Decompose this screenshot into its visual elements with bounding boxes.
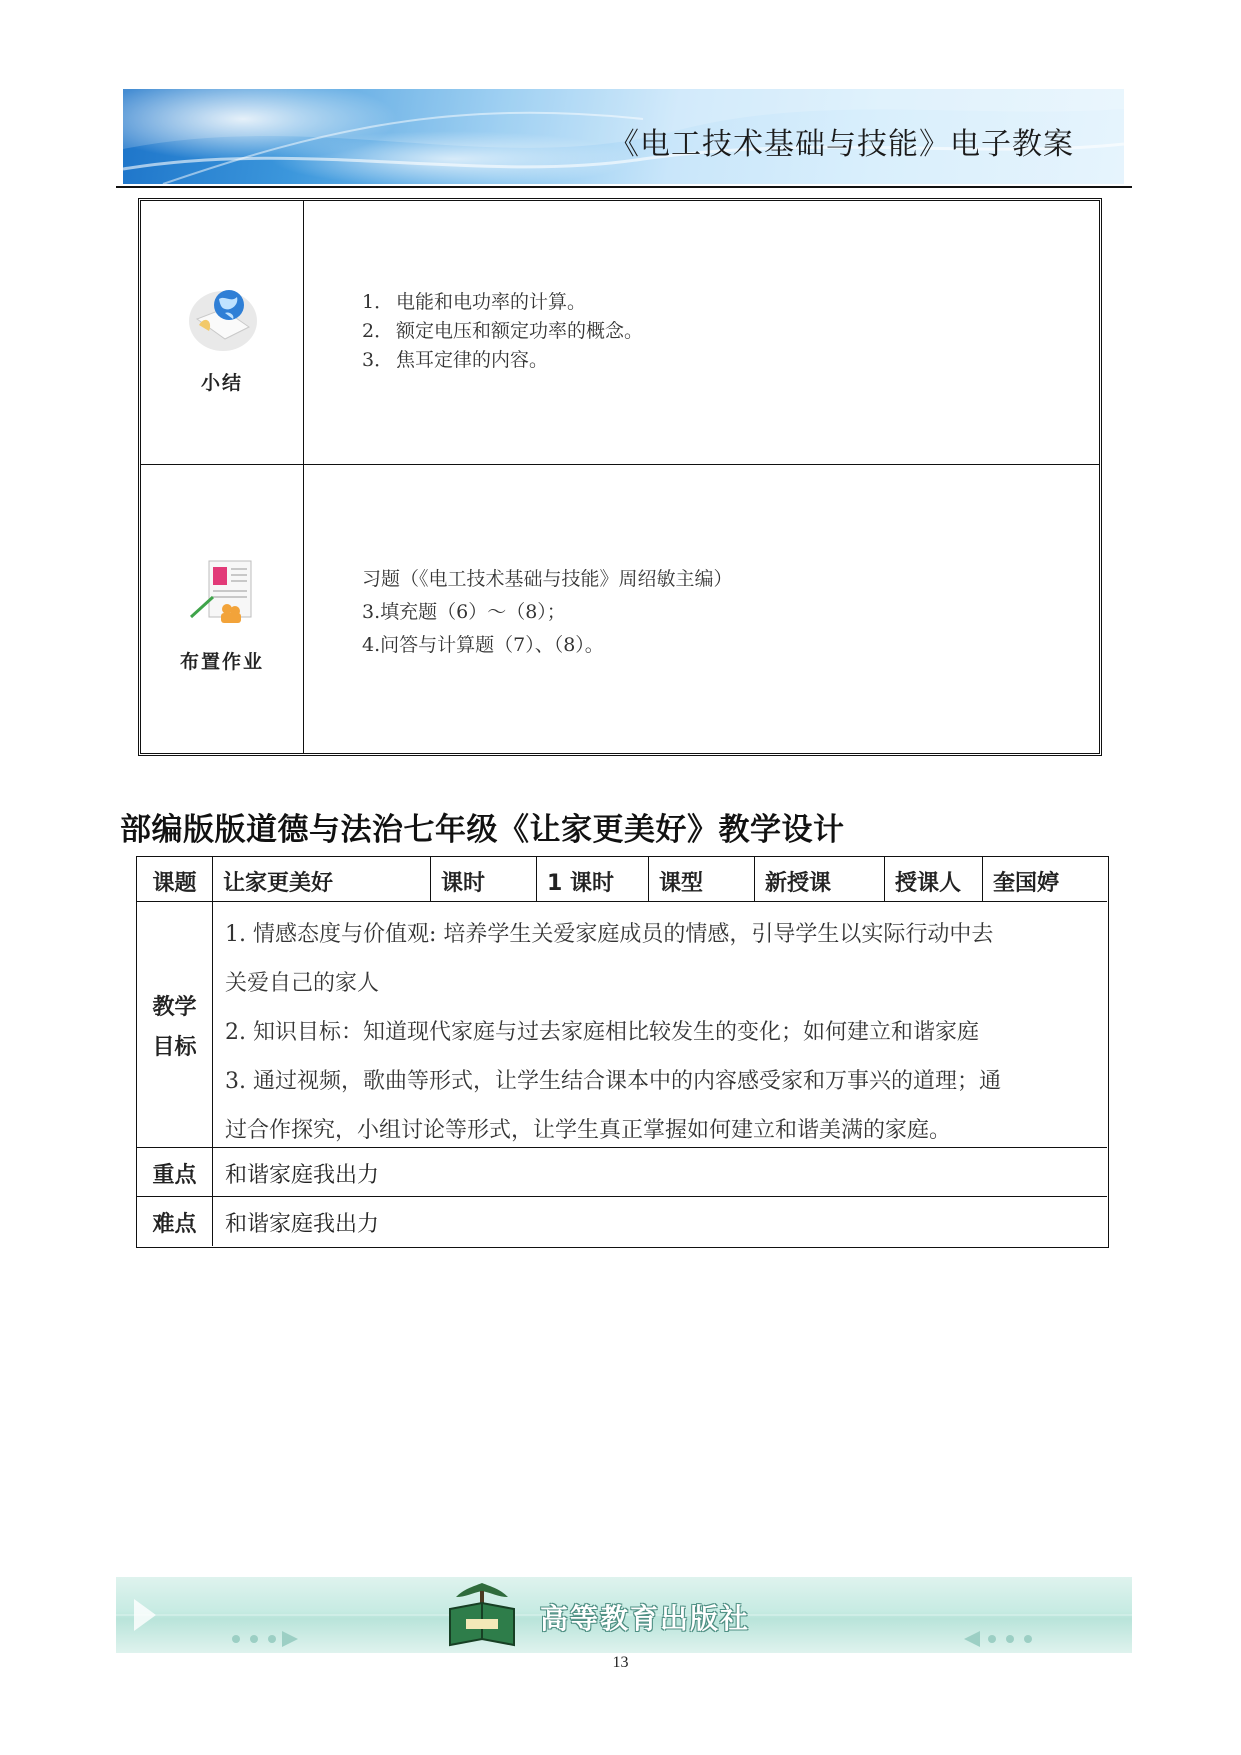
key-point-label-cell bbox=[137, 1148, 213, 1197]
summary-label: 小结 bbox=[200, 372, 243, 394]
teacher-value: 奎国婷 bbox=[993, 871, 1060, 896]
teacher-label: 授课人 bbox=[895, 871, 962, 896]
summary-list bbox=[362, 288, 643, 375]
summary-table bbox=[138, 198, 1102, 756]
difficulty-value-cell bbox=[213, 1197, 1107, 1246]
objectives-list bbox=[225, 910, 1001, 1155]
topic-value-cell bbox=[213, 857, 431, 902]
list-item-number: 2． bbox=[362, 320, 394, 342]
list-item bbox=[362, 317, 643, 346]
type-label: 课型 bbox=[659, 871, 704, 896]
header-divider bbox=[116, 186, 1132, 188]
topic-label: 课题 bbox=[152, 871, 197, 896]
lesson-title: 部编版版道德与法治七年级《让家更美好》教学设计 bbox=[120, 812, 845, 848]
key-point-value-cell bbox=[213, 1148, 1107, 1197]
list-item-text: 额定电压和额定功率的概念。 bbox=[396, 320, 644, 342]
objective-line: 1. 情感态度与价值观: 培养学生关爱家庭成员的情感，引导学生以实际行动中去 bbox=[225, 922, 994, 947]
publisher-book-tree-logo-icon bbox=[442, 1579, 522, 1653]
list-item-text: 电能和电功率的计算。 bbox=[396, 291, 587, 313]
key-point-label: 重点 bbox=[152, 1163, 197, 1188]
page-number: 13 bbox=[612, 1654, 629, 1671]
list-item bbox=[362, 288, 643, 317]
objective-line: 关爱自己的家人 bbox=[225, 971, 380, 996]
objectives-content-cell bbox=[213, 902, 1107, 1148]
list-item bbox=[362, 346, 643, 375]
list-item-text: 焦耳定律的内容。 bbox=[396, 349, 549, 371]
difficulty-label-cell bbox=[137, 1197, 213, 1246]
homework-line: 习题（《电工技术基础与技能》周绍敏主编） bbox=[362, 568, 733, 590]
hours-label-cell bbox=[431, 857, 537, 902]
teacher-value-cell bbox=[983, 857, 1107, 902]
difficulty-label: 难点 bbox=[152, 1212, 197, 1237]
footer-banner bbox=[116, 1577, 1132, 1653]
header-banner bbox=[123, 89, 1124, 184]
homework-line: 3.填充题（6）～（8）； bbox=[362, 601, 566, 623]
hours-label: 课时 bbox=[441, 871, 486, 896]
header-title: 《电工技术基础与技能》电子教案 bbox=[609, 127, 1074, 162]
homework-content-cell bbox=[304, 465, 1099, 753]
objective-line: 2. 知识目标：知道现代家庭与过去家庭相比较发生的变化；如何建立和谐家庭 bbox=[225, 1020, 979, 1045]
summary-content-cell bbox=[304, 201, 1099, 464]
homework-label-cell bbox=[141, 465, 304, 753]
key-point-value: 和谐家庭我出力 bbox=[225, 1163, 380, 1188]
type-value-cell bbox=[755, 857, 885, 902]
objectives-label-cell bbox=[137, 902, 213, 1148]
hours-value: 1 课时 bbox=[547, 871, 614, 896]
topic-value: 让家更美好 bbox=[223, 871, 334, 896]
list-item-number: 3． bbox=[362, 349, 394, 371]
hours-value-cell bbox=[537, 857, 649, 902]
homework-label: 布置作业 bbox=[179, 651, 264, 673]
topic-label-cell bbox=[137, 857, 213, 902]
homework-lines bbox=[362, 563, 733, 662]
list-item-number: 1． bbox=[362, 291, 394, 313]
homework-row bbox=[141, 465, 1099, 753]
lesson-design-table bbox=[136, 856, 1109, 1248]
objectives-label bbox=[137, 988, 212, 1068]
objective-line: 3. 通过视频，歌曲等形式，让学生结合课本中的内容感受家和万事兴的道理；通 bbox=[225, 1069, 1001, 1094]
publisher-name: 高等教育出版社 bbox=[540, 1602, 751, 1635]
type-label-cell bbox=[649, 857, 755, 902]
summary-row bbox=[141, 201, 1099, 465]
teacher-label-cell bbox=[885, 857, 983, 902]
type-value: 新授课 bbox=[765, 871, 832, 896]
difficulty-value: 和谐家庭我出力 bbox=[225, 1212, 380, 1237]
assignment-document-icon bbox=[187, 557, 259, 629]
summary-label-cell bbox=[141, 201, 304, 464]
homework-line: 4.问答与计算题（7）、（8）。 bbox=[362, 634, 604, 656]
globe-document-icon bbox=[187, 281, 259, 353]
objective-line: 过合作探究，小组讨论等形式，让学生真正掌握如何建立和谐美满的家庭。 bbox=[225, 1118, 952, 1143]
objectives-label-line: 目标 bbox=[152, 1035, 197, 1060]
objectives-label-line: 教学 bbox=[152, 995, 197, 1020]
